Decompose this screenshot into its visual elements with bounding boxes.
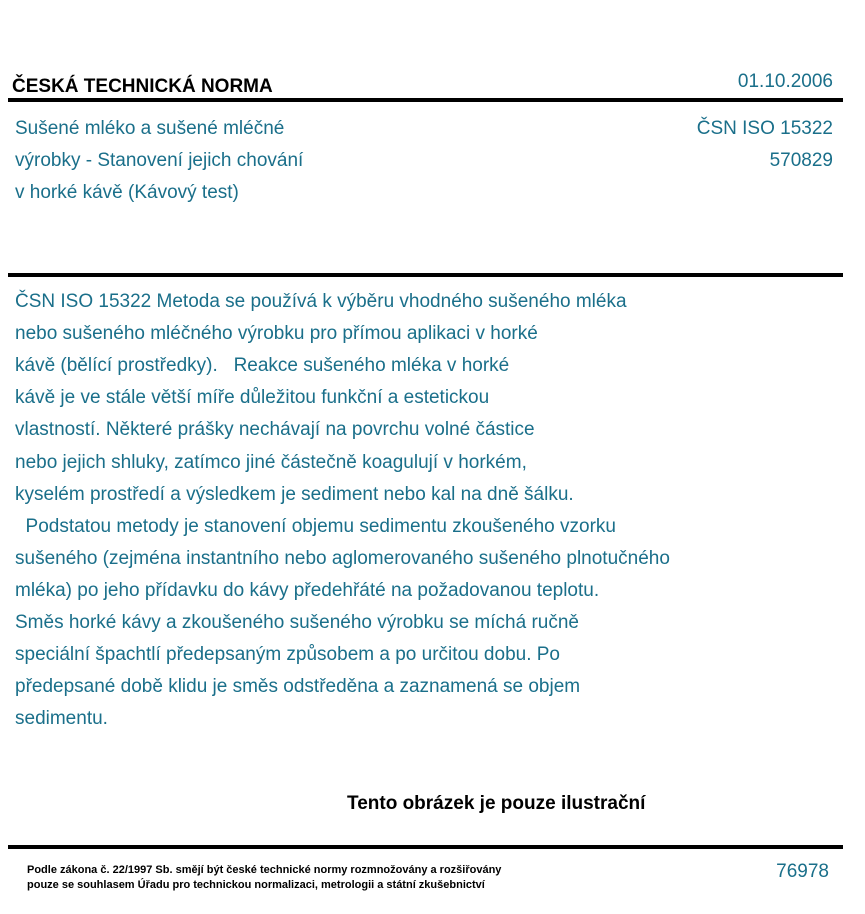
footer-notice-line-1: Podle zákona č. 22/1997 Sb. smějí být české technické normy rozmnožovány a rozšiřovány xyxy=(27,864,502,876)
title-line-1: Sušené mléko a sušené mléčné xyxy=(15,118,285,139)
title-line-3: v horké kávě (Kávový test) xyxy=(15,182,239,203)
body-line: nebo jejich shluky, zatímco jiné částečně koagulují v horkém, xyxy=(15,452,527,473)
document-number: 76978 xyxy=(776,861,829,882)
body-line: nebo sušeného mléčného výrobku pro přímou aplikaci v horké xyxy=(15,323,538,344)
classification-code: 570829 xyxy=(769,150,833,171)
body-line: mléka) po jeho přídavku do kávy předehřáté na požadovanou teplotu. xyxy=(15,580,600,601)
body-line: vlastností. Některé prášky nechávají na povrchu volné částice xyxy=(15,419,535,440)
body-line: kyselém prostředí a výsledkem je sediment nebo kal na dně šálku. xyxy=(15,484,574,505)
body-line: předepsané době klidu je směs odstředěna a zaznamená se objem xyxy=(15,676,581,697)
section-rule xyxy=(8,273,843,277)
publication-date: 01.10.2006 xyxy=(737,71,833,92)
body-line: kávě je ve stále větší míře důležitou funkční a estetickou xyxy=(15,387,490,408)
standard-number: ČSN ISO 15322 xyxy=(696,118,833,139)
body-line: sedimentu. xyxy=(15,708,108,729)
footer-notice-line-2: pouze se souhlasem Úřadu pro technickou normalizaci, metrologii a státní zkušebnictví xyxy=(27,879,485,891)
body-line: Směs horké kávy a zkoušeného sušeného výrobku se míchá ručně xyxy=(15,612,579,633)
body-line: sušeného (zejména instantního nebo aglomerovaného sušeného plnotučného xyxy=(15,548,670,569)
illustration-caption: Tento obrázek je pouze ilustrační xyxy=(347,793,646,814)
body-line: ČSN ISO 15322 Metoda se používá k výběru vhodného sušeného mléka xyxy=(15,291,627,312)
footer-rule xyxy=(8,845,843,849)
body-line: speciální špachtlí předepsaným způsobem a po určitou dobu. Po xyxy=(15,644,560,665)
body-line: kávě (bělící prostředky). Reakce sušeného mléka v horké xyxy=(15,355,510,376)
top-rule xyxy=(8,98,843,102)
body-line: Podstatou metody je stanovení objemu sedimentu zkoušeného vzorku xyxy=(15,516,616,537)
title-line-2: výrobky - Stanovení jejich chování xyxy=(15,150,304,171)
document-heading: ČESKÁ TECHNICKÁ NORMA xyxy=(12,76,273,97)
